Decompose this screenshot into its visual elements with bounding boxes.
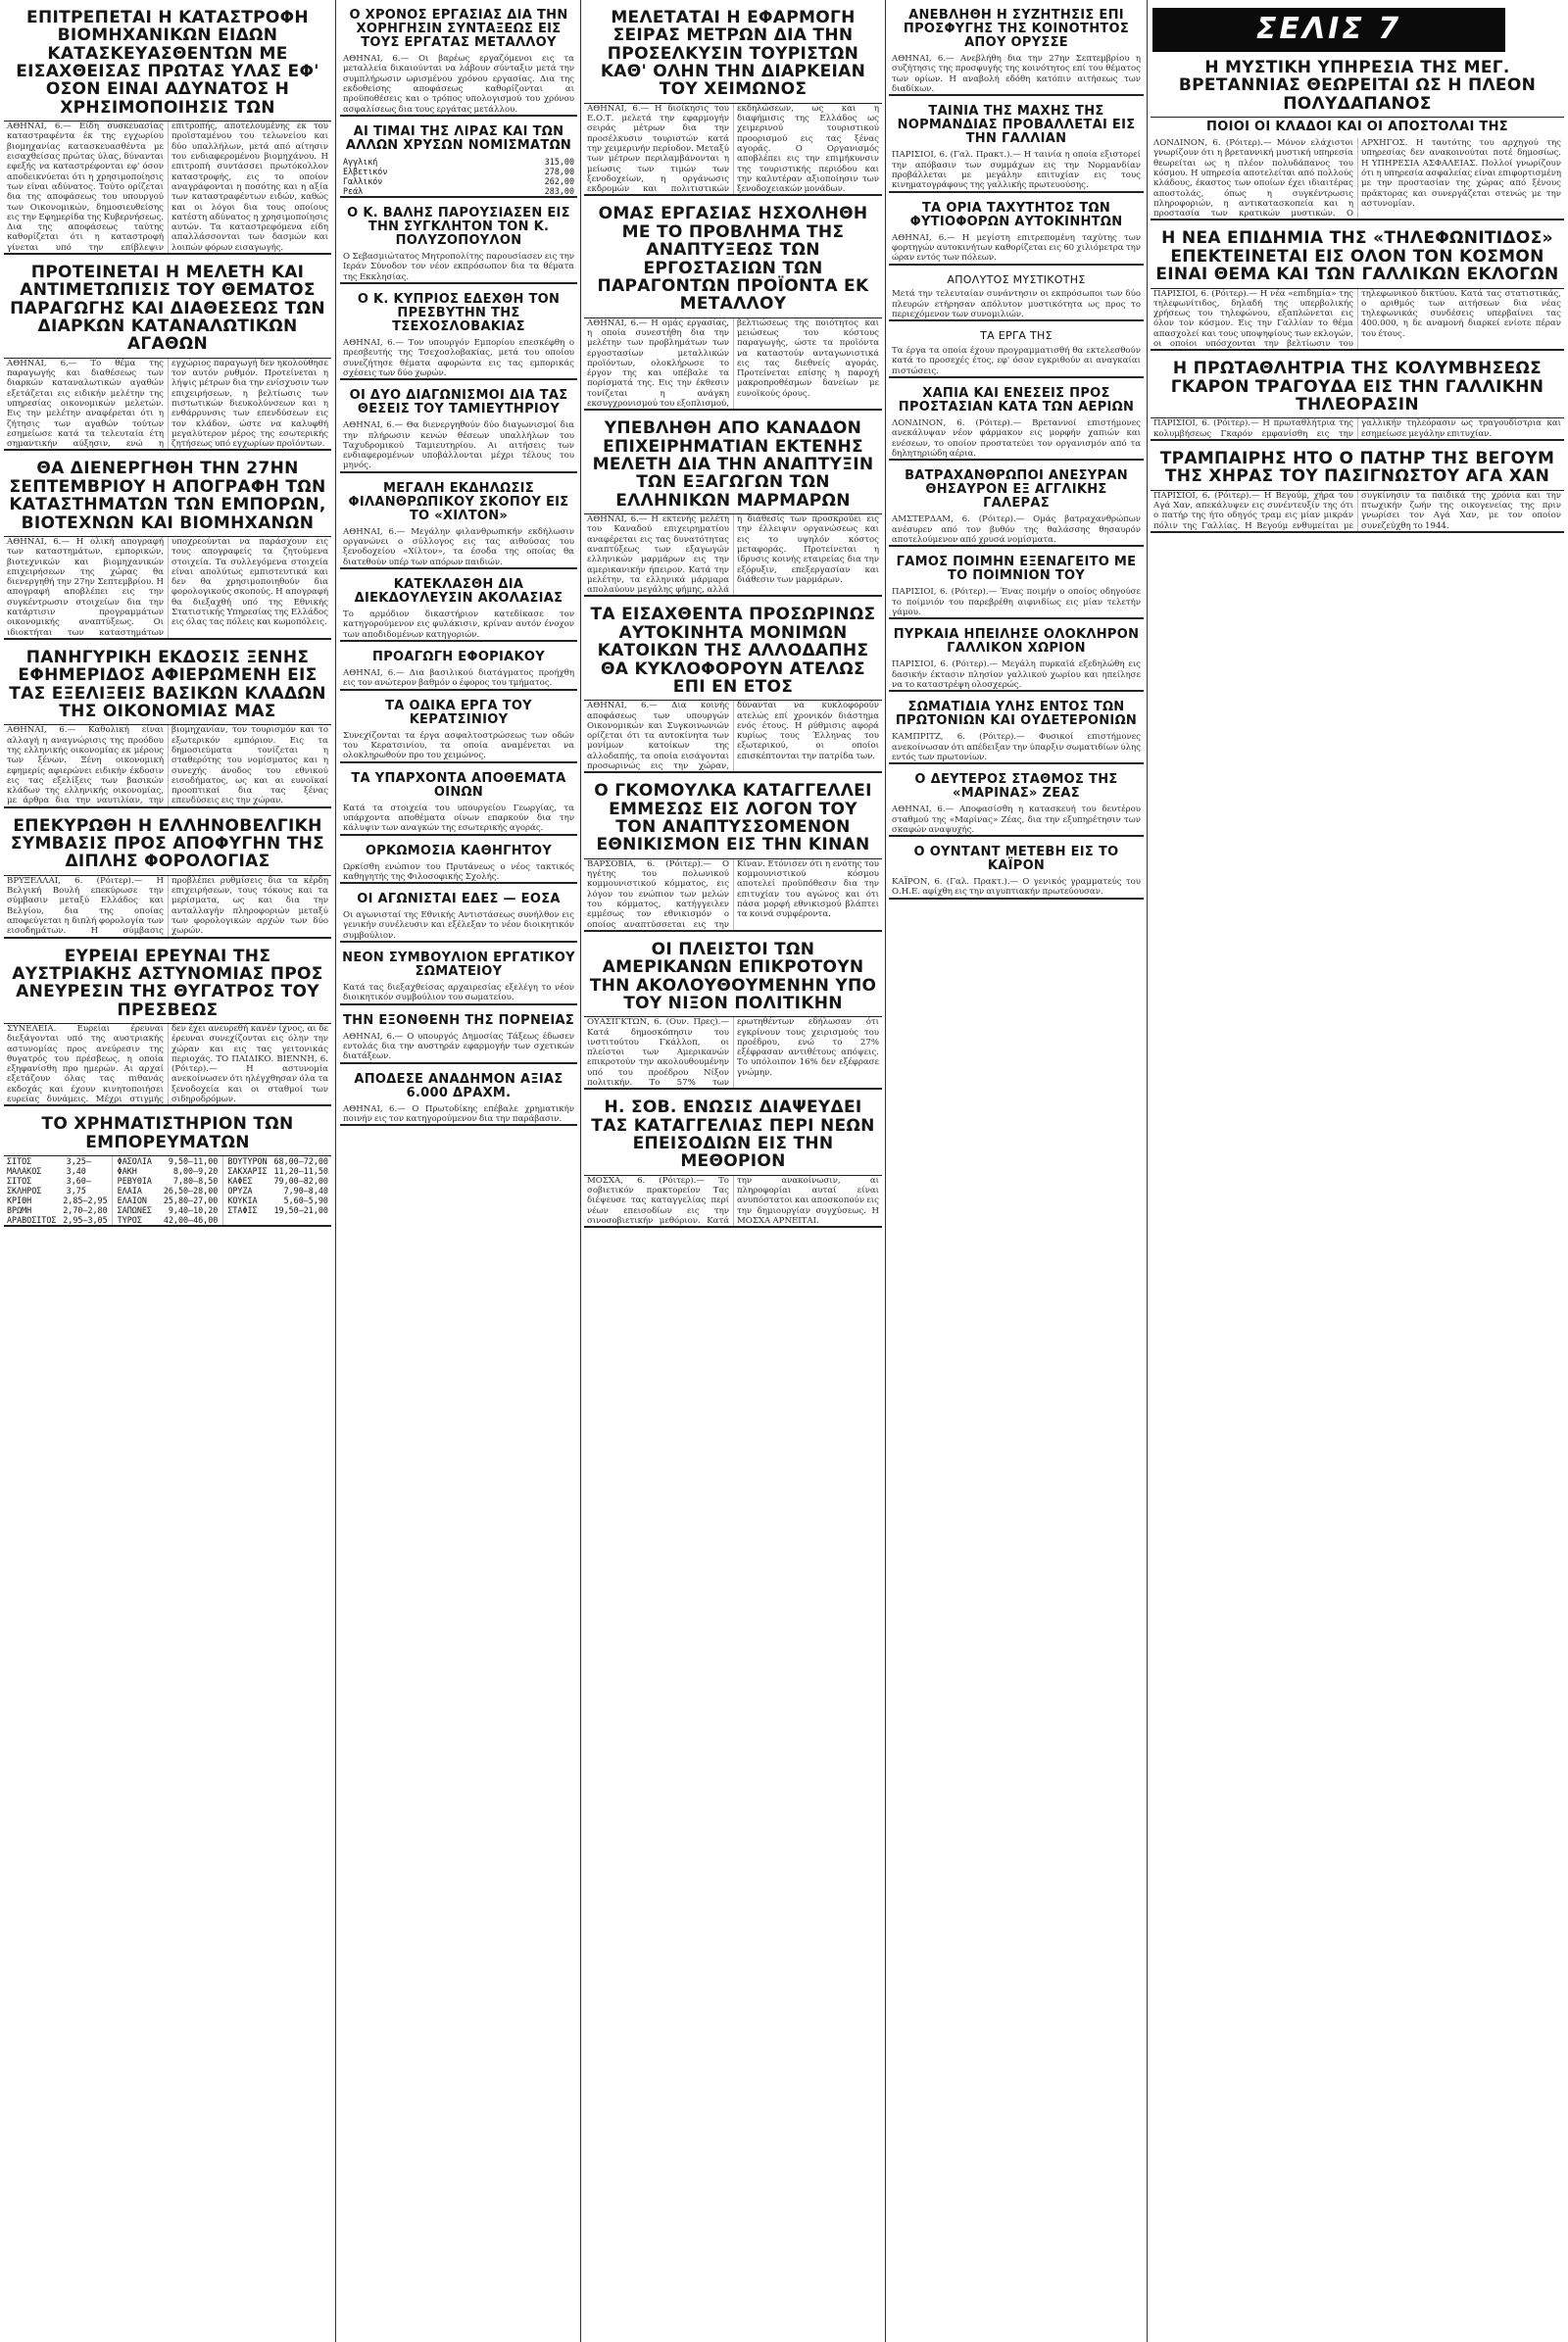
article-body: ΑΘΗΝΑΙ, 6.— Ανεβλήθη δια την 27ην Σεπτεμβρίου η συζήτησις της προσφυγής της κοινότητος επί του θέματος των ορίων. Η αναβολή εδόθη κατόπιν αιτήσεως των διαδίκων.: [892, 54, 1141, 94]
table-row: [227, 1186, 328, 1195]
article-body: ΑΘΗΝΑΙ, 6.— Η ομάς εργασίας, η οποία συνεστήθη δια την μελέτην των προβλημάτων των εργοστασίων μεταλλικών προϊόντων, ολοκλήρωσε το έργον της και υπέβαλε τα πορίσματά της. Εις την έκθεσιν τονίζεται η ανάγκη εκσυγχρονισμού του εξοπλισμού, βελτιώσεως της ποιότητος και μειώσεως του κόστους παραγωγής, ώστε τα προϊόντα να καταστούν ανταγωνιστικά εις τας διεθνείς αγοράς. Προτείνεται επίσης η παροχή μακροπροθέσμων δανείων με ευνοϊκούς όρους.: [587, 317, 879, 409]
commodity-name: Αγγλική: [343, 156, 378, 167]
article: [4, 814, 331, 939]
article-headline: ΧΑΠΙΑ ΚΑΙ ΕΝΕΣΕΙΣ ΠΡΟΣ ΠΡΟΣΤΑΣΙΑΝ ΚΑΤΑ ΤΩΝ ΑΕΡΙΩΝ: [898, 386, 1135, 415]
article-body: ΑΘΗΝΑΙ, 6.— Θα διενεργηθούν δύο διαγωνισμοί δια την πλήρωσιν κενών θέσεων υπαλλήλων του Ταχυδρομικού Ταμιευτηρίου. Αι αιτήσεις των ενδιαφερομένων υποβάλλονται μέχρι τέλους του μηνός.: [343, 420, 574, 471]
article: [4, 945, 331, 1107]
article-headline: Ο ΟΥΝΤΑΝΤ ΜΕΤΕΒΗ ΕΙΣ ΤΟ ΚΑΪΡΟΝ: [913, 845, 1119, 874]
article-body: ΠΑΡΙΣΙΟΙ, 6. (Ρόιτερ).— Μεγάλη πυρκαϊά εξεδηλώθη εις δασικήν έκτασιν πλησίον γαλλικού χωρίου και ηπείλησε να το καταστρέψη ολοσχερώς.: [892, 659, 1141, 690]
commodity-name: ΤΥΡΟΣ: [117, 1215, 142, 1226]
article: [889, 199, 1144, 266]
article-body: ΣΥΝΕΛΕΙΑ. Ευρείαι έρευναι διεξάγονται υπό της αυστριακής αστυνομίας προς ανεύρεσιν της θυγατρός του πρέσβεως, η οποία εξηφανίσθη προ ημερών. Αι αρχαί εξετάζουν όλας τας πιθανάς εκδοχάς και έχουν κινητοποιήσει ευρείας δυνάμεις. Μέχρι στιγμής δεν έχει ανευρεθή κανέν ίχνος, αι δε έρευναι συνεχίζονται εις όλην την χώραν και εις τας γειτονικάς περιοχάς. ΤΟ ΠΑΙΔΙΚΟ. ΒΙΕΝΝΗ, 6. (Ρόιτερ).— Η αστυνομία ανεκοίνωσεν ότι ηλέγχθησαν όλα τα ξενοδοχεία και οι σταθμοί των σιδηροδρόμων.: [7, 1024, 328, 1105]
article-headline: Ο Κ. ΚΥΠΡΙΟΣ ΕΔΕΧΘΗ ΤΟΝ ΠΡΕΣΒΥΤΗΝ ΤΗΣ ΤΣΕΧΟΣΛΟΒΑΚΙΑΣ: [357, 291, 561, 334]
article-headline: ΚΑΤΕΚΛΑΣΘΗ ΔΙΑ ΔΙΕΚΔΟΥΛΕΥΣΙΝ ΑΚΟΛΑΣΙΑΣ: [354, 577, 564, 607]
article-body: Μετά την τελευταίαν συνάντησιν οι εκπρόσωποι των δύο πλευρών ετήρησαν απόλυτον μυστικότητα ως προς το περιεχόμενον των συνομιλιών.: [892, 289, 1141, 319]
article-headline: ΠΡΟΤΕΙΝΕΤΑΙ Η ΜΕΛΕΤΗ ΚΑΙ ΑΝΤΙΜΕΤΩΠΙΣΙΣ ΤΟΥ ΘΕΜΑΤΟΣ ΠΑΡΑΓΩΓΗΣ ΚΑΙ ΔΙΑΘΕΣΕΩΣ ΤΩΝ ΔΙΑΡΚΩΝ ΚΑΤΑΝΑΛΩΤΙΚΩΝ ΑΓΑΘΩΝ: [4, 261, 331, 359]
article-body: ΠΑΡΙΣΙΟΙ, 6. (Ρόιτερ).— Η πρωταθλήτρια της κολυμβήσεως Γκαρόν εμφανίσθη εις την γαλλικήν τηλεόρασιν ως τραγουδίστρια και εσημείωσε μεγάλην επιτυχίαν.: [1153, 418, 1561, 439]
article-headline: ΘΑ ΔΙΕΝΕΡΓΗΘΗ ΤΗΝ 27ΗΝ ΣΕΠΤΕΜΒΡΙΟΥ Η ΑΠΟΓΡΑΦΗ ΤΩΝ ΚΑΤΑΣΤΗΜΑΤΩΝ ΤΩΝ ΕΜΠΟΡΩΝ, ΒΙΟΤΕΧΝΩΝ ΚΑΙ ΒΙΟΜΗΧΑΝΩΝ: [4, 457, 331, 536]
article-body: ΑΘΗΝΑΙ, 6.— Οι βαρέως εργαζόμενοι εις τα μεταλλεία δικαιούνται να λάβουν σύνταξιν μετά την συμπλήρωσιν ωρισμένου χρόνου εργασίας. Δια της εκδοθείσης αποφάσεως καθορίζονται αι προϋποθέσεις και ο τρόπος υπολογισμού του χρόνου ασφαλίσεως δια τους εργάτας μετάλλου.: [343, 54, 574, 115]
article-body: ΠΑΡΙΣΙΟΙ, 6. (Γαλ. Πρακτ.).— Η ταινία η οποία εξιστορεί την απόβασιν των συμμάχων εις την Νορμανδίαν προβάλλεται με μεγάλην επιτυχίαν εις τους κινηματογράφους της γαλλικής πρωτευούσης.: [892, 150, 1141, 191]
article-headline: ΒΑΤΡΑΧΑΝΘΡΩΠΟΙ ΑΝΕΣΥΡΑΝ ΘΗΣΑΥΡΟΝ ΕΞ ΑΓΓΛΙΚΗΣ ΓΑΛΕΡΑΣ: [905, 468, 1128, 512]
article: [584, 779, 882, 932]
article-body: ΑΘΗΝΑΙ, 6.— Το θέμα της παραγωγής και διαθέσεως των διαρκών καταναλωτικών αγαθών εξετάζεται εις ειδικήν μελέτην της υπηρεσίας οικονομικών μελετών. Εις την μελέτην αναφέρεται ότι η ζήτησις των αγαθών τούτων εσημείωσε κατά τα τελευταία έτη σημαντικήν αύξησιν, ενώ η εγχώριος παραγωγή δεν ηκολούθησε τον αυτόν ρυθμόν. Προτείνεται η λήψις μέτρων δια την ενίσχυσιν των επιχειρήσεων, η βελτίωσις των πιστωτικών διευκολύνσεων και η ενθάρρυνσις των επενδύσεων εις τον κλάδον, ώστε να καλυφθή μεγαλύτερον μέρος της εσωτερικής ζητήσεως υπό εγχωρίων προϊόντων.: [7, 358, 328, 450]
commodity-price: 2,70—2,80: [63, 1205, 108, 1216]
table-row: [7, 1156, 108, 1176]
commodity-price: 79,00—82,00: [273, 1176, 328, 1187]
commodity-price: 11,20—11,50: [273, 1166, 328, 1177]
column-rule: [335, 0, 336, 2342]
commodity-price: 283,00: [544, 185, 574, 196]
article: [889, 698, 1144, 764]
article: [584, 603, 882, 773]
article: [889, 553, 1144, 619]
article-body: ΚΑΜΠΡΙΤΖ, 6. (Ρόιτερ).— Φυσικοί επιστήμονες ανεκοίνωσαν ότι απέδειξαν την ύπαρξιν σωματιδίων ύλης εντός των πρωτονίων.: [892, 732, 1141, 762]
article: [584, 1096, 882, 1228]
article-headline: Ο Κ. ΒΑΛΗΣ ΠΑΡΟΥΣΙΑΣΕΝ ΕΙΣ ΤΗΝ ΣΥΓΚΛΗΤΟΝ ΤΟΝ Κ. ΠΟΛΥΖΟΠΟΥΛΟΝ: [347, 205, 570, 248]
article-body: ΑΘΗΝΑΙ, 6.— Η διοίκησις του Ε.Ο.Τ. μελετά την εφαρμογήν σειράς μέτρων δια την προσέλκυσιν τουριστών κατά την χειμερινήν περίοδον. Μεταξύ των μέτρων περιλαμβάνονται η μείωσις των τιμών των ξενοδοχείων, η οργάνωσις εκδρομών και πολιτιστικών εκδηλώσεων, ως και η διαφήμισις της Ελλάδος ως χειμερινού τουριστικού προορισμού εις τας ξένας αγοράς. Ο Οργανισμός αποβλέπει εις την επιμήκυνσιν της τουριστικής περιόδου και την καλυτέραν αξιοποίησιν των ξενοδοχειακών μονάδων.: [587, 103, 879, 195]
commodity-name: ΣΙΤΟΣ ΣΚΛΗΡΟΣ: [7, 1176, 42, 1196]
article-headline: ΤΗΝ ΕΞΟΝΘΕΝΗ ΤΗΣ ΠΟΡΝΕΙΑΣ: [342, 1012, 575, 1028]
article-headline: ΟΙ ΠΛΕΙΣΤΟΙ ΤΩΝ ΑΜΕΡΙΚΑΝΩΝ ΕΠΙΚΡΟΤΟΥΝ ΤΗΝ ΑΚΟΛΟΥΘΟΥΜΕΝΗΝ ΥΠΟ ΤΟΥ ΝΙΞΟΝ ΠΟΛΙΤΙΚΗΝ: [584, 938, 882, 1017]
article-body: Οι αγωνισταί της Εθνικής Αντιστάσεως συνήλθον εις γενικήν συνέλευσιν και εξέλεξαν το νέον διοικητικόν συμβούλιον.: [343, 910, 574, 941]
article-headline: Η ΝΕΑ ΕΠΙΔΗΜΙΑ ΤΗΣ «ΤΗΛΕΦΩΝΙΤΙΔΟΣ» ΕΠΕΚΤΕΙΝΕΤΑΙ ΕΙΣ ΟΛΟΝ ΤΟΝ ΚΟΣΜΟΝ ΕΙΝΑΙ ΘΕΜΑ ΚΑΙ ΤΩΝ ΓΑΛΛΙΚΩΝ ΕΚΛΟΓΩΝ: [1151, 226, 1564, 288]
commodity-price: 262,00: [544, 175, 574, 186]
article-body: ΛΟΝΔΙΝΟΝ, 6. (Ρόιτερ).— Βρεταννοί επιστήμονες ανεκάλυψαν νέον φάρμακον εις μορφήν χαπιών και ενέσεων, το οποίον προστατεύει τον οργανισμόν από τα δηλητηριώδη αέρια.: [892, 418, 1141, 459]
article-body: ΜΟΣΧΑ, 6. (Ρόιτερ).— Το σοβιετικόν πρακτορείον Τας διέψευσε τας καταγγελίας περί νέων επεισοδίων εις την σινοσοβιετικήν μεθόριον. Κατά την ανακοίνωσιν, αι πληροφορίαι αυταί είναι ανυπόστατοι και αποσκοπούν εις την δημιουργίαν συγχύσεως. Η ΜΟΣΧΑ ΑΡΝΕΙΤΑΙ.: [587, 1175, 879, 1226]
table-row: [7, 1215, 108, 1225]
table-row: [118, 1195, 219, 1205]
commodity-price: 7,80—8,50: [172, 1176, 219, 1187]
commodity-price: 26,50—28,00: [163, 1186, 219, 1196]
commodity-name: ΚΡΙΘΗ: [7, 1195, 32, 1206]
table-row: [227, 1166, 328, 1176]
article: [889, 327, 1144, 378]
article: [340, 386, 577, 473]
article-body: ΑΘΗΝΑΙ, 6.— Η ολική απογραφή των καταστημάτων, εμπορικών, βιοτεχνικών και βιομηχανικών επιχειρήσεων της χώρας θα διενεργηθή την 27ην Σεπτεμβρίου. Η απογραφή αποβλέπει εις την συγκέντρωσιν στοιχείων δια την κατάρτισιν προγραμμάτων οικονομικής αναπτύξεως. Οι ιδιοκτήται των καταστημάτων υποχρεούνται να παράσχουν εις τους απογραφείς τα ζητούμενα στοιχεία. Τα συλλεγόμενα στοιχεία είναι απολύτως εμπιστευτικά και δεν θα χρησιμοποιηθούν δια φορολογικούς σκοπούς. Η απογραφή θα διεξαχθή υπό της Εθνικής Στατιστικής Υπηρεσίας της Ελλάδος εις όλας τας πόλεις και κωμοπόλεις.: [7, 536, 328, 638]
commodity-name: Ρεάλ: [343, 185, 364, 196]
article: [889, 770, 1144, 837]
article-headline: ΠΑΝΗΓΥΡΙΚΗ ΕΚΔΟΣΙΣ ΞΕΝΗΣ ΕΦΗΜΕΡΙΔΟΣ ΑΦΙΕΡΩΜΕΝΗ ΕΙΣ ΤΑΣ ΕΞΕΛΙΞΕΙΣ ΒΑΣΙΚΩΝ ΚΛΑΔΩΝ ΤΗΣ ΟΙΚΟΝΟΜΙΑΣ ΜΑΣ: [4, 646, 331, 725]
article-body: ΑΘΗΝΑΙ, 6.— Ο Πρωτοδίκης επέβαλε χρηματικήν ποινήν εις τον κατηγορούμενον δια την παράβασιν.: [343, 1103, 574, 1124]
article: [1151, 56, 1564, 220]
article-headline: ΕΠΙΤΡΕΠΕΤΑΙ Η ΚΑΤΑΣΤΡΟΦΗ ΒΙΟΜΗΧΑΝΙΚΩΝ ΕΙΔΩΝ ΚΑΤΑΣΚΕΥΑΣΘΕΝΤΩΝ ΜΕ ΕΙΣΑΧΘΕΙΣΑΣ ΠΡΩΤΑΣ ΥΛΑΣ ΕΦ' ΟΣΟΝ ΕΙΝΑΙ ΑΔΥΝΑΤΟΣ Η ΧΡΗΣΙΜΟΠΟΙΗΣΙΣ ΤΩΝ: [4, 6, 331, 122]
commodity-price: 2,85—2,95: [63, 1195, 108, 1206]
column-rule: [885, 0, 886, 2342]
article-headline: ΑΝΕΒΛΗΘΗ Η ΣΥΖΗΤΗΣΙΣ ΕΠΙ ΠΡΟΣΦΥΓΗΣ ΤΗΣ ΚΟΙΝΟΤΗΤΟΣ ΑΠΟΥ ΟΡΥΣΣΕ: [903, 8, 1130, 51]
article: [584, 416, 882, 597]
article-headline: Ο ΔΕΥΤΕΡΟΣ ΣΤΑΘΜΟΣ ΤΗΣ «ΜΑΡΙΝΑΣ» ΖΕΑΣ: [914, 772, 1118, 802]
article-body: ΑΘΗΝΑΙ, 6.— Η εκτενής μελέτη του Καναδού επιχειρηματίου αναφέρεται εις τας δυνατότητας αναπτύξεως των εξαγωγών ελληνικών μαρμάρων εις την αμερικανικήν ήπειρον. Κατά την μελέτην, τα ελληνικά μάρμαρα απολαύουν μεγάλης φήμης, αλλά η διάθεσίς των προσκρούει εις την έλλειψιν οργανώσεως και εις το υψηλόν κόστος μεταφοράς. Προτείνεται η ίδρυσις κοινής εταιρείας δια την εξόρυξιν, επεξεργασίαν και διάθεσιν των μαρμάρων.: [587, 514, 879, 596]
article-headline: ΤΡΑΜΠΑΙΡΗΣ ΗΤΟ Ο ΠΑΤΗΡ ΤΗΣ ΒΕΓΟΥΜ ΤΗΣ ΧΗΡΑΣ ΤΟΥ ΠΑΣΙΓΝΩΣΤΟΥ ΑΓΑ ΧΑΝ: [1151, 447, 1564, 491]
column-rule: [1147, 0, 1148, 2342]
table-row: [227, 1156, 328, 1166]
article: [1151, 447, 1564, 533]
article-body: ΑΘΗΝΑΙ, 6.— Τον υπουργόν Εμπορίου επεσκέφθη ο πρεσβευτής της Τσεχοσλοβακίας, μετά του οποίου συνεζήτησε θέματα αφορώντα εις τας εμπορικάς σχέσεις των δύο χωρών.: [343, 338, 574, 378]
article-headline: ΠΥΡΚΑΙΑ ΗΠΕΙΛΗΣΕ ΟΛΟΚΛΗΡΟΝ ΓΑΛΛΙΚΟΝ ΧΩΡΙΟΝ: [893, 627, 1140, 657]
article-subheadline: ΠΟΙΟΙ ΟΙ ΚΛΑΔΟΙ ΚΑΙ ΟΙ ΑΠΟΣΤΟΛΑΙ ΤΗΣ: [1206, 120, 1508, 135]
article-headline: ΤΑ ΕΡΓΑ ΤΗΣ: [980, 329, 1053, 343]
commodity-name: ΡΕΒΥΘΙΑ: [117, 1176, 152, 1187]
article-headline: ΓΑΜΟΣ ΠΟΙΜΗΝ ΕΞΕΝΑΓΕΙΤΟ ΜΕ ΤΟ ΠΟΙΜΝΙΟΝ ΤΟΥ: [896, 555, 1137, 584]
article-body: ΑΘΗΝΑΙ, 6.— Ο υπουργός Δημοσίας Τάξεως έδωσεν εντολάς δια την αυστηράν εφαρμογήν των σχετικών διατάξεων.: [343, 1031, 574, 1062]
commodity-name: Γαλλικόν: [343, 175, 383, 186]
article: [340, 1070, 577, 1127]
article-body: ΠΑΡΙΣΙΟΙ, 6. (Ρόιτερ).— Η νέα «επιδημία» της τηλεφωνίτιδος, δηλαδή της υπερβολικής χρήσεως του τηλεφώνου, εξαπλώνεται εις όλον τον κόσμον. Εις την Γαλλίαν το θέμα απασχολεί και τους υποψηφίους των εκλογών, οι οποίοι υπόσχονται την βελτίωσιν του τηλεφωνικού δικτύου. Κατά τας στατιστικάς, ο αριθμός των αιτήσεων δια νέας τηλεφωνικάς συνδέσεις υπερβαίνει τας 400.000, η δε αναμονή διαρκεί ενίοτε πέραν του έτους.: [1153, 288, 1561, 350]
commodity-price: 5,60—5,90: [283, 1195, 328, 1206]
commodity-price: 42,00—46,00: [163, 1215, 219, 1226]
article-body: Κατά τα στοιχεία του υπουργείου Γεωργίας, τα υπάρχοντα αποθέματα οίνων επαρκούν δια την κάλυψιν των αναγκών της εσωτερικής αγοράς.: [343, 803, 574, 834]
commodity-price: 9,40—10,20: [168, 1205, 219, 1216]
article-body: ΟΥΑΣΙΓΚΤΩΝ, 6. (Ουν. Πρες).— Κατά δημοσκόπησιν του ινστιτούτου Γκάλλοπ, οι πλείστοι των Αμερικανών επικροτούν την ακολουθουμένην υπό του προέδρου Νίξον πολιτικήν. Το 57% των ερωτηθέντων εδήλωσαν ότι εγκρίνουν τους χειρισμούς του προέδρου, ενώ το 27% εξέφρασαν αντιθέτους απόψεις. Το υπόλοιπον 16% δεν εξέφρασε γνώμην.: [587, 1017, 879, 1089]
article: [340, 842, 577, 885]
commodity-name: ΣΤΑΦΙΣ: [227, 1205, 258, 1216]
column-5: [1151, 6, 1564, 539]
article: [889, 102, 1144, 192]
article: [584, 202, 882, 411]
article-body: ΒΑΡΣΟΒΙΑ, 6. (Ρόιτερ).— Ο ηγέτης του πολωνικού κομμουνιστικού κόμματος, εις λόγον του ενώπιον των μελών του κόμματος, κατήγγειλεν εμμέσως τον εθνικισμόν ο οποίος αναπτύσσεται εις την Κίναν. Ετόνισεν ότι η ενότης του κομμουνιστικού κόσμου αποτελεί προϋπόθεσιν δια την επιτυχίαν του αγώνος και ότι πάσα μορφή εθνικισμού βλάπτει τα κοινά συμφέροντα.: [587, 858, 879, 930]
table-row: [118, 1186, 219, 1195]
article-headline: ΤΑΙΝΙΑ ΤΗΣ ΜΑΧΗΣ ΤΗΣ ΝΟΡΜΑΝΔΙΑΣ ΠΡΟΒΑΛΛΕΤΑΙ ΕΙΣ ΤΗΝ ΓΑΛΛΙΑΝ: [897, 104, 1136, 147]
article-headline: ΠΡΟΑΓΩΓΗ ΕΦΟΡΙΑΚΟΥ: [372, 649, 545, 664]
article-body: Κατά τας διεξαχθείσας αρχαιρεσίας εξελέγη το νέον διοικητικόν συμβούλιον του σωματείου.: [343, 983, 574, 1003]
commodity-price: 68,00—72,00: [273, 1156, 328, 1167]
commodity-price: 3,25—3,40: [66, 1156, 91, 1177]
article-headline: ΜΕΓΑΛΗ ΕΚΔΗΛΩΣΙΣ ΦΙΛΑΝΘΡΩΠΙΚΟΥ ΣΚΟΠΟΥ ΕΙΣ ΤΟ «ΧΙΛΤΟΝ»: [348, 480, 569, 523]
commodity-name: ΣΑΠΩΝΕΣ: [117, 1205, 152, 1216]
article-headline: Ο ΧΡΟΝΟΣ ΕΡΓΑΣΙΑΣ ΔΙΑ ΤΗΝ ΧΟΡΗΓΗΣΙΝ ΣΥΝΤΑΞΕΩΣ ΕΙΣ ΤΟΥΣ ΕΡΓΑΤΑΣ ΜΕΤΑΛΛΟΥ: [349, 8, 568, 51]
article: [340, 1011, 577, 1064]
article-headline: ΑΠΟΛΥΤΟΣ ΜΥΣΤΙΚΟΤΗΣ: [947, 272, 1086, 286]
commodity-name: ΦΑΚΗ: [117, 1166, 137, 1177]
article: [340, 949, 577, 1005]
page-masthead-logo: ΣΕΛΙΣ 7: [1152, 8, 1505, 52]
article: [340, 769, 577, 836]
article: [889, 384, 1144, 461]
commodity-price: 9,50—11,00: [168, 1156, 219, 1167]
commodity-price: 25,80—27,00: [163, 1195, 219, 1206]
table-row: [343, 167, 574, 176]
column-2: [340, 6, 577, 1132]
article-headline: ΟΙ ΔΥΟ ΔΙΑΓΩΝΙΣΜΟΙ ΔΙΑ ΤΑΣ ΘΕΣΕΙΣ ΤΟΥ ΤΑΜΙΕΥΤΗΡΙΟΥ: [349, 388, 568, 417]
commodity-name: ΚΑΦΕΣ: [227, 1176, 253, 1187]
article: [889, 843, 1144, 900]
article-body: ΑΘΗΝΑΙ, 6.— Δια βασιλικού διατάγματος προήχθη εις τον ανώτερον βαθμόν ο έφορος του τμήματος.: [343, 668, 574, 689]
table-row: [343, 176, 574, 186]
table-row: [118, 1215, 219, 1225]
article-headline: ΤΑ ΕΙΣΑΧΘΕΝΤΑ ΠΡΟΣΩΡΙΝΩΣ ΑΥΤΟΚΙΝΗΤΑ ΜΟΝΙΜΩΝ ΚΑΤΟΙΚΩΝ ΤΗΣ ΑΛΛΟΔΑΠΗΣ ΘΑ ΚΥΚΛΟΦΟΡΟΥΝ ΑΤΕΛΩΣ ΕΠΙ ΕΝ ΕΤΟΣ: [584, 603, 882, 701]
article-body: ΠΑΡΙΣΙΟΙ, 6. (Ρόιτερ).— Η Βεγούμ, χήρα του Αγά Χαν, απεκάλυψεν εις συνέντευξίν της ότι ο πατήρ της ήτο οδηγός τραμ εις μίαν μικράν πόλιν της Γαλλίας. Η Βεγούμ ενθυμείται με συγκίνησιν τα παιδικά της χρόνια και την πτωχικήν ζωήν της οικογενείας της πριν γνωρίσει τον Αγά Χαν, με τον οποίον συνεζεύχθη το 1944.: [1153, 490, 1561, 531]
commodity-name: ΣΑΚΧΑΡΙΣ: [227, 1166, 268, 1177]
article-headline: ΑΠΟΔΕΣΕ ΑΝΑΔΗΜΟΝ ΑΞΙΑΣ 6.000 ΔΡΑΧΜ.: [354, 1071, 564, 1100]
column-rule: [580, 0, 581, 2342]
commodity-price: 3,60—3,75: [66, 1176, 91, 1196]
price-table: [340, 157, 577, 196]
table-row: [343, 186, 574, 196]
article-headline: ΥΠΕΒΛΗΘΗ ΑΠΟ ΚΑΝΑΔΟΝ ΕΠΙΧΕΙΡΗΜΑΤΙΑΝ ΕΚΤΕΝΗΣ ΜΕΛΕΤΗ ΔΙΑ ΤΗΝ ΑΝΑΠΤΥΞΙΝ ΤΩΝ ΕΞΑΓΩΓΩΝ ΤΩΝ ΕΛΛΗΝΙΚΩΝ ΜΑΡΜΑΡΩΝ: [584, 416, 882, 514]
article: [340, 697, 577, 763]
article-headline: ΟΜΑΣ ΕΡΓΑΣΙΑΣ ΗΣΧΟΛΗΘΗ ΜΕ ΤΟ ΠΡΟΒΛΗΜΑ ΤΗΣ ΑΝΑΠΤΥΞΕΩΣ ΤΩΝ ΕΡΓΟΣΤΑΣΙΩΝ ΤΩΝ ΠΑΡΑΓΟΝΤΩΝ ΠΡΟΪΟΝΤΑ ΕΚ ΜΕΤΑΛΛΟΥ: [584, 202, 882, 317]
article: [4, 6, 331, 255]
commodity-name: ΣΙΤΟΣ ΜΑΛΑΚΟΣ: [7, 1156, 42, 1177]
commodity-name: ΚΟΥΚΙΑ: [227, 1195, 258, 1206]
article: [340, 290, 577, 380]
table-row: [343, 157, 574, 167]
table-row: [7, 1195, 108, 1205]
article-body: ΛΟΝΔΙΝΟΝ, 6. (Ρόιτερ).— Μόνον ελάχιστοι γνωρίζουν ότι η βρεταννική μυστική υπηρεσία θεωρείται ως η πλέον πολυδάπανος του κόσμου. Η υπηρεσία αποτελείται από πολλούς κλάδους, έκαστος των οποίων έχει ιδιαιτέρας αποστολάς, όπως η συγκέντρωσις πληροφοριών, η αντικατασκοπεία και η προστασία των κρατικών μυστικών. Ο ΑΡΧΗΓΟΣ. Η ταυτότης του αρχηγού της υπηρεσίας δεν ανακοινούται ποτέ δημοσίως. Η ΥΠΗΡΕΣΙΑ ΑΣΦΑΛΕΙΑΣ. Πολλοί γνωρίζουν ότι η υπηρεσία ασφαλείας είναι επιφορτισμένη με την προστασίαν της χώρας από ξένους πράκτορας και συνεργάζεται στενώς με την αστυνομίαν.: [1153, 138, 1561, 220]
article-body: Τα έργα τα οποία έχουν προγραμματισθή θα εκτελεσθούν κατά το προσεχές έτος, εφ' όσον εγκριθούν αι αναγκαίαι πιστώσεις.: [892, 346, 1141, 376]
article: [584, 938, 882, 1091]
article: [340, 648, 577, 691]
article-body: ΠΑΡΙΣΙΟΙ, 6. (Ρόιτερ).— Ένας ποιμήν ο οποίος οδηγούσε το ποίμνιόν του παρεβρέθη αιφνιδίως εις μίαν τελετήν γάμου.: [892, 587, 1141, 617]
commodity-price: 19,50—21,00: [273, 1205, 328, 1216]
table-row: [118, 1156, 219, 1166]
article-body: ΑΘΗΝΑΙ, 6.— Καθολική είναι αλλαγή η αναγνώρισις της προόδου της ελληνικής οικονομίας εκ μέρους των ξένων. Ξένη οικονομική εφημερίς αφιερώνει ειδικήν έκδοσιν εις τας εξελίξεις των βασικών κλάδων της ελληνικής οικονομίας, με άρθρα δια την ναυτιλίαν, την βιομηχανίαν, τον τουρισμόν και το εξωτερικόν εμπόριον. Εις τα δημοσιεύματα τονίζεται η σταθερότης του νομίσματος και η συνεχής άνοδος του εθνικού εισοδήματος, ως και αι ευνοϊκαί προοπτικαί δια τας ξένας επενδύσεις εις την χώραν.: [7, 725, 328, 806]
article: [340, 204, 577, 284]
article: [889, 466, 1144, 547]
article-headline: ΕΠΕΚΥΡΩΘΗ Η ΕΛΛΗΝΟΒΕΛΓΙΚΗ ΣΥΜΒΑΣΙΣ ΠΡΟΣ ΑΠΟΦΥΓΗΝ ΤΗΣ ΔΙΠΛΗΣ ΦΟΡΟΛΟΓΙΑΣ: [4, 814, 331, 876]
commodity-price: 278,00: [544, 166, 574, 176]
article-headline: ΕΥΡΕΙΑΙ ΕΡΕΥΝΑΙ ΤΗΣ ΑΥΣΤΡΙΑΚΗΣ ΑΣΤΥΝΟΜΙΑΣ ΠΡΟΣ ΑΝΕΥΡΕΣΙΝ ΤΗΣ ΘΥΓΑΤΡΟΣ ΤΟΥ ΠΡΕΣΒΕΩΣ: [4, 945, 331, 1024]
table-row: [227, 1205, 328, 1215]
article-body: ΑΘΗΝΑΙ, 6.— Δια κοινής αποφάσεως των υπουργών Οικονομικών και Συγκοινωνιών ορίζεται ότι τα αυτοκίνητα των μονίμων κατοίκων της αλλοδαπής, τα οποία εισάγονται προσωρινώς εις την χώραν, δύνανται να κυκλοφορούν ατελώς επί χρονικόν διάστημα ενός έτους. Η ρύθμισις αφορά κυρίως τους Έλληνας του εξωτερικού, οι οποίοι επισκέπτονται την πατρίδα των.: [587, 701, 879, 772]
article-body: Το αρμόδιον δικαστήριον κατεδίκασε τον κατηγορούμενον εις φυλάκισιν, κρίναν αυτόν ένοχον των αποδιδομένων κατηγοριών.: [343, 610, 574, 640]
article: [4, 1112, 331, 1227]
article: [1151, 226, 1564, 351]
article-headline: ΤΟ ΧΡΗΜΑΤΙΣΤΗΡΙΟΝ ΤΩΝ ΕΜΠΟΡΕΥΜΑΤΩΝ: [4, 1112, 331, 1156]
commodity-name: ΒΡΩΜΗ: [7, 1205, 32, 1216]
article: [340, 122, 577, 198]
table-row: [227, 1195, 328, 1205]
article-body: ΑΘΗΝΑΙ, 6.— Αποφασίσθη η κατασκευή του δευτέρου σταθμού της «Μαρίνας» Ζέας, δια την εξυπηρέτησιν των σκαφών αναψυχής.: [892, 805, 1141, 835]
article-body: ΑΜΣΤΕΡΔΑΜ, 6. (Ρόιτερ).— Ομάς βατραχανθρώπων ανέσυρεν από τον βυθόν της θαλάσσης θησαυρόν αποτελούμενον από χρυσά νομίσματα.: [892, 514, 1141, 545]
article-headline: ΟΡΚΩΜΟΣΙΑ ΚΑΘΗΓΗΤΟΥ: [365, 843, 553, 858]
article: [340, 575, 577, 642]
article: [340, 6, 577, 117]
column-4: [889, 6, 1144, 905]
commodity-name: ΦΑΣΟΛΙΑ: [117, 1156, 152, 1167]
commodity-name: Ελβετικόν: [343, 166, 388, 176]
article-headline: ΣΩΜΑΤΙΔΙΑ ΥΛΗΣ ΕΝΤΟΣ ΤΩΝ ΠΡΩΤΟΝΙΩΝ ΚΑΙ ΟΥΔΕΤΕΡΟΝΙΩΝ: [895, 700, 1138, 729]
commodity-price: 8,00—9,20: [172, 1166, 219, 1177]
article: [1151, 357, 1564, 441]
table-row: [118, 1166, 219, 1176]
commodity-name: ΒΟΥΤΥΡΟΝ: [227, 1156, 268, 1167]
article: [340, 479, 577, 569]
article-headline: ΝΕΟΝ ΣΥΜΒΟΥΛΙΟΝ ΕΡΓΑΤΙΚΟΥ ΣΩΜΑΤΕΙΟΥ: [342, 951, 575, 980]
article-body: ΑΘΗΝΑΙ, 6.— Είδη συσκευασίας καταστραφέντα έκ της εγχωρίου βιομηχανίας κατασκευασθέντα με εισαχθείσας πρώτας ύλας, δύνανται εφεξής να καταστρέφονται εφ' όσον αποδεικνύεται ότι η χρησιμοποίησις των είναι αδύνατος. Τούτο ορίζεται δια της αποφάσεως του υπουργού των Οικονομικών, δημοσιευθείσης εις την Εφημερίδα της Κυβερνήσεως. Δια της αποφάσεως ταύτης καθορίζεται ότι η καταστροφή γίνεται υπό την επίβλεψιν επιτροπής, αποτελουμένης εκ του προϊσταμένου του τελωνείου και δύο υπαλλήλων, μετά από αίτησιν του ενδιαφερομένου βιομηχάνου. Η επιτροπή συντάσσει πρωτόκολλον καταστροφής, εις το οποίον αναγράφονται η ποσότης και η αξία των καταστραφέντων ειδών, καθώς και οι λόγοι δια τους οποίους κατέστη αδύνατος η χρησιμοποίησις αυτών. Τα καταστρεφόμενα είδη απαλλάσσονται των δασμών και λοιπών φόρων εισαγωγής.: [7, 122, 328, 253]
article-body: ΑΘΗΝΑΙ, 6.— Η μεγίστη επιτρεπομένη ταχύτης των φορτηγών αυτοκινήτων καθορίζεται εις 60 χιλιόμετρα την ώραν εντός των πόλεων.: [892, 232, 1141, 264]
article-body: Ωρκίσθη ενώπιον του Πρυτάνεως ο νέος τακτικός καθηγητής της Φιλοσοφικής Σχολής.: [343, 861, 574, 882]
article-headline: Ο ΓΚΟΜΟΥΛΚΑ ΚΑΤΑΓΓΕΛΛΕΙ ΕΜΜΕΣΩΣ ΕΙΣ ΛΟΓΟΝ ΤΟΥ ΤΟΝ ΑΝΑΠΤΥΣΣΟΜΕΝΟΝ ΕΘΝΙΚΙΣΜΟΝ ΕΙΣ ΤΗΝ ΚΙΝΑΝ: [584, 779, 882, 858]
article-headline: ΤΑ ΟΔΙΚΑ ΕΡΓΑ ΤΟΥ ΚΕΡΑΤΣΙΝΙΟΥ: [385, 698, 532, 727]
article-body: ΚΑΪΡΟΝ, 6. (Γαλ. Πρακτ.).— Ο γενικός γραμματεύς του Ο.Η.Ε. αφίχθη εις την αιγυπτιακήν πρωτεύουσαν.: [892, 877, 1141, 898]
table-row: [7, 1205, 108, 1215]
article-headline: Η. ΣΟΒ. ΕΝΩΣΙΣ ΔΙΑΨΕΥΔΕΙ ΤΑΣ ΚΑΤΑΓΓΕΛΙΑΣ ΠΕΡΙ ΝΕΩΝ ΕΠΕΙΣΟΔΙΩΝ ΕΙΣ ΤΗΝ ΜΕΘΟΡΙΟΝ: [584, 1096, 882, 1175]
article-body: Συνεχίζονται τα έργα ασφαλτοστρώσεως των οδών του Κερατσινίου, τα οποία αναμένεται να ολοκληρωθούν προ του χειμώνος.: [343, 730, 574, 761]
table-row: [118, 1176, 219, 1186]
article-body: ΑΘΗΝΑΙ, 6.— Μεγάλην φιλανθρωπικήν εκδήλωσιν οργανώνει ο σύλλογος εις τας αιθούσας του ξενοδοχείου «Χίλτον», τα έσοδα της οποίας θα διατεθούν υπέρ των απόρων παιδιών.: [343, 526, 574, 567]
table-row: [227, 1176, 328, 1186]
article-headline: Η ΜΥΣΤΙΚΗ ΥΠΗΡΕΣΙΑ ΤΗΣ ΜΕΓ. ΒΡΕΤΑΝΝΙΑΣ ΘΕΩΡΕΙΤΑΙ ΩΣ Η ΠΛΕΟΝ ΠΟΛΥΔΑΠΑΝΟΣ: [1151, 56, 1564, 118]
article: [889, 625, 1144, 692]
column-1: [4, 6, 331, 1233]
table-row: [118, 1205, 219, 1215]
article-headline: ΟΙ ΑΓΩΝΙΣΤΑΙ ΕΔΕΣ — ΕΟΣΑ: [357, 892, 561, 907]
article: [889, 6, 1144, 96]
article-body: ΒΡΥΞΕΛΛΑΙ, 6. (Ρόιτερ).— Η Βελγική Βουλή επεκύρωσε την σύμβασιν μεταξύ Ελλάδος και Βελγίου, δια της οποίας αποφεύγεται η διπλή φορολογία των εισοδημάτων. Η σύμβασις προβλέπει ρυθμίσεις δια τα κέρδη επιχειρήσεων, τους τόκους και τα μερίσματα, ως και δια την ανταλλαγήν πληροφοριών μεταξύ των φορολογικών αρχών των δύο χωρών.: [7, 875, 328, 937]
commodity-name: ΟΡΥΖΑ: [227, 1186, 253, 1196]
article: [4, 457, 331, 639]
article-headline: ΜΕΛΕΤΑΤΑΙ Η ΕΦΑΡΜΟΓΗ ΣΕΙΡΑΣ ΜΕΤΡΩΝ ΔΙΑ ΤΗΝ ΠΡΟΣΕΛΚΥΣΙΝ ΤΟΥΡΙΣΤΩΝ ΚΑΘ' ΟΛΗΝ ΤΗΝ ΔΙΑΡΚΕΙΑΝ ΤΟΥ ΧΕΙΜΩΝΟΣ: [584, 6, 882, 104]
commodity-name: ΕΛΑΙΑ: [117, 1186, 142, 1196]
table-row: [7, 1176, 108, 1195]
article-headline: ΤΑ ΟΡΙΑ ΤΑΧΥΤΗΤΟΣ ΤΩΝ ΦΥΤΙΟΦΟΡΩΝ ΑΥΤΟΚΙΝΗΤΩΝ: [909, 200, 1123, 229]
article-headline: Η ΠΡΩΤΑΘΛΗΤΡΙΑ ΤΗΣ ΚΟΛΥΜΒΗΣΕΩΣ ΓΚΑΡΟΝ ΤΡΑΓΟΥΔΑ ΕΙΣ ΤΗΝ ΓΑΛΛΙΚΗΝ ΤΗΛΕΟΡΑΣΙΝ: [1151, 357, 1564, 418]
commodity-price: 315,00: [544, 156, 574, 167]
price-table: [4, 1156, 331, 1225]
article: [584, 6, 882, 196]
column-3: [584, 6, 882, 1234]
article: [340, 890, 577, 943]
article-headline: ΤΑ ΥΠΑΡΧΟΝΤΑ ΑΠΟΘΕΜΑΤΑ ΟΙΝΩΝ: [351, 770, 566, 800]
article-body: Ο Σεβασμιώτατος Μητροπολίτης παρουσίασεν εις την Ιεράν Σύνοδον τον νέον εκπρόσωπον δια τα θέματα της Εκκλησίας.: [343, 252, 574, 282]
commodity-price: 2,95—3,05: [63, 1215, 108, 1226]
article-headline: ΑΙ ΤΙΜΑΙ ΤΗΣ ΛΙΡΑΣ ΚΑΙ ΤΩΝ ΑΛΛΩΝ ΧΡΥΣΩΝ ΝΟΜΙΣΜΑΤΩΝ: [345, 123, 572, 153]
commodity-name: ΑΡΑΒΟΣΙΤΟΣ: [7, 1215, 57, 1226]
article: [4, 261, 331, 451]
commodity-price: 7,90—8,40: [283, 1186, 328, 1196]
commodity-name: ΕΛΑΙΟΝ: [117, 1195, 147, 1206]
article: [889, 271, 1144, 322]
article: [4, 646, 331, 808]
